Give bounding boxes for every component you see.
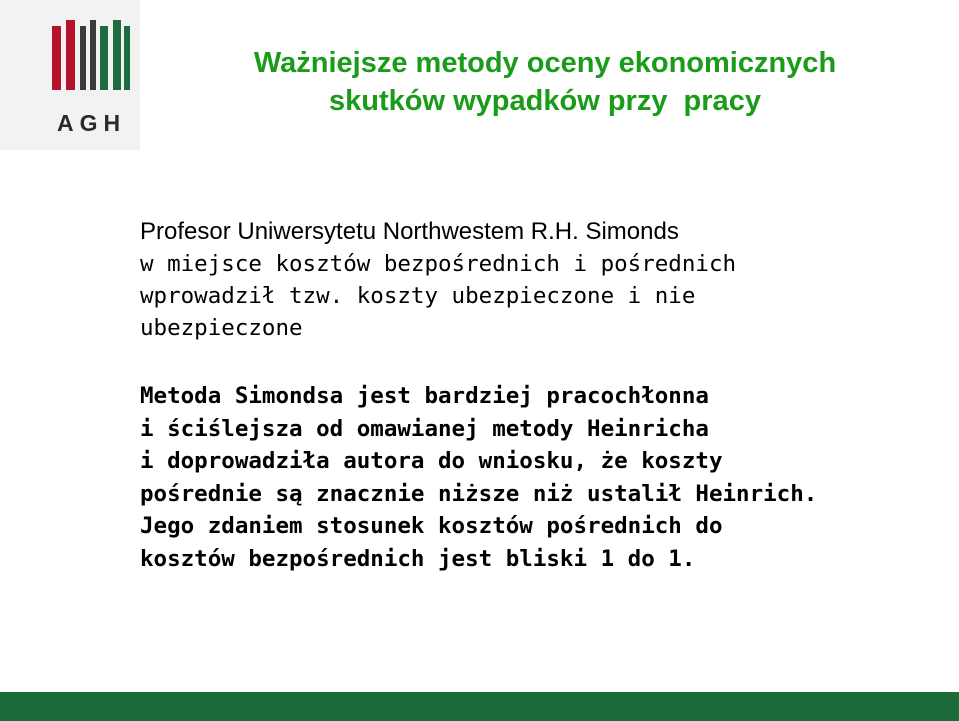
footer-bar (0, 692, 959, 721)
title-line-1: Ważniejsze metody oceny ekonomicznych (253, 47, 837, 79)
agh-emblem-icon (50, 18, 132, 100)
title-line-2: skutków wypadków przy pracy (329, 85, 761, 117)
paragraph2-line-6: kosztów bezpośrednich jest bliski 1 do 1. (140, 545, 696, 572)
paragraph1-line-3: wprowadził tzw. koszty ubezpieczone i nie (140, 283, 696, 309)
paragraph-simonds-method (140, 380, 940, 575)
paragraph2-line-2: i ściślejsza od omawianej metody Heinricha (140, 415, 709, 442)
paragraph2-line-5: Jego zdaniem stosunek kosztów pośrednich do (140, 513, 723, 539)
paragraph2-line-1: Metoda Simondsa jest bardziej pracochłonna (140, 383, 709, 409)
agh-logo (0, 0, 140, 150)
page-title (150, 44, 940, 120)
paragraph2-line-3: i doprowadziła autora do wniosku, że koszty (140, 448, 723, 474)
paragraph1-line-1: Profesor Uniwersytetu Northwestem R.H. Simonds (140, 218, 679, 245)
agh-logo-text: AGH (57, 110, 127, 136)
paragraph-simonds-intro (140, 216, 940, 344)
paragraph1-line-4: ubezpieczone (140, 315, 303, 341)
paragraph2-line-4: pośrednie są znacznie niższe niż ustalił Heinrich. (140, 480, 818, 507)
paragraph1-line-2: w miejsce kosztów bezpośrednich i pośrednich (140, 251, 737, 277)
